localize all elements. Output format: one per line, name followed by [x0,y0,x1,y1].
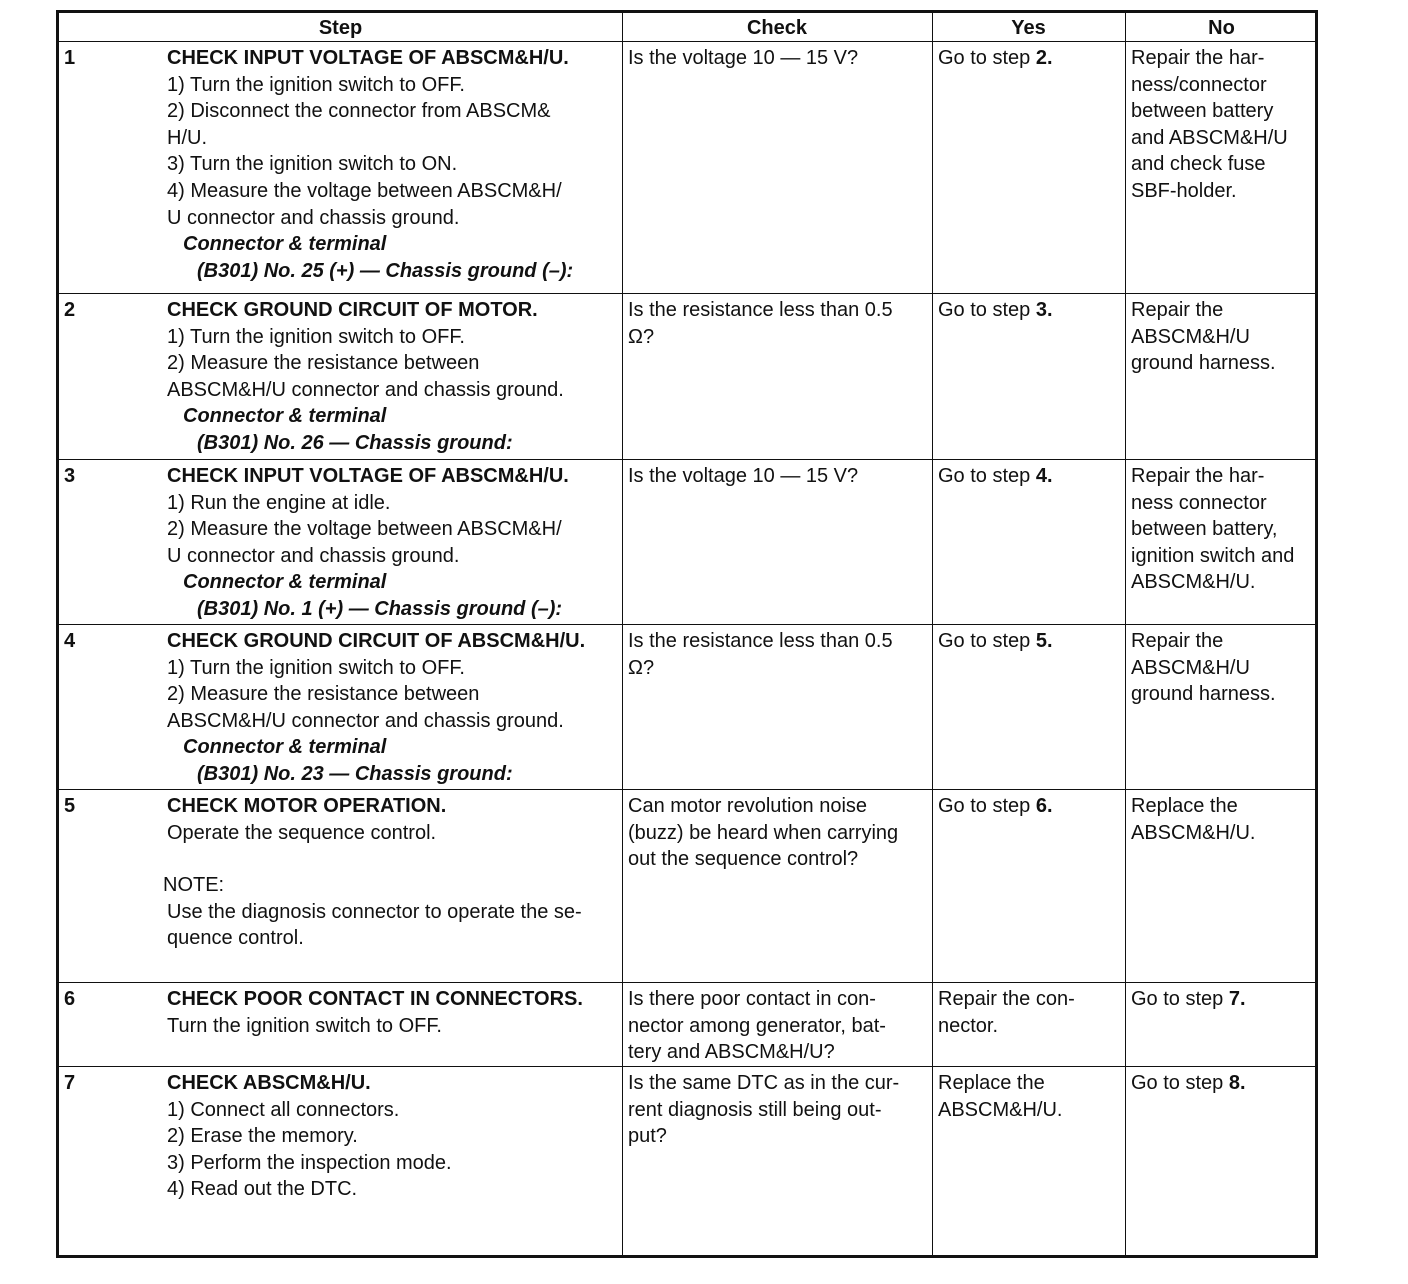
check-line: Is the same DTC as in the cur- [628,1072,900,1094]
step-title: CHECK MOTOR OPERATION. [167,795,447,817]
no-line: and ABSCM&H/U [1131,126,1288,149]
no-line: ness/connector [1131,73,1267,96]
check-content [628,1070,899,1150]
step-instruction: 2) Measure the resistance between [167,352,480,375]
goto-step: 2. [1035,47,1053,69]
row-divider [59,293,1315,294]
check-line: Can motor revolution noise [628,795,868,817]
goto-step: 6. [1035,795,1053,817]
step-content [167,463,569,623]
check-content [628,45,858,72]
step-title: CHECK ABSCM&H/U. [167,1072,371,1094]
step-number: 6 [64,988,76,1010]
header-check: Check [746,17,808,39]
yes-content [938,986,1075,1039]
header-step: Step [318,17,363,39]
check-line: rent diagnosis still being out- [628,1098,882,1121]
check-line: out the sequence control? [628,848,859,871]
no-line: between battery [1131,100,1274,123]
step-instruction: 4) Measure the voltage between ABSCM&H/ [167,179,562,202]
step-instruction: 1) Connect all connectors. [167,1098,400,1121]
no-line: ABSCM&H/U. [1131,571,1256,594]
goto-text: Go to step [938,299,1036,321]
column-divider [1125,13,1126,1255]
step-instruction: 2) Erase the memory. [167,1125,358,1148]
check-content [628,628,893,681]
connector-terminal: (B301) No. 1 (+) — Chassis ground (–): [197,597,563,620]
header-no: No [1208,17,1235,39]
no-line: ABSCM&H/U. [1131,821,1256,844]
step-instruction: 1) Turn the ignition switch to OFF. [167,656,465,679]
note-text: Use the diagnosis connector to operate the se- [167,900,582,923]
no-content [1131,793,1255,846]
no-content [1131,1070,1246,1097]
goto-text: Go to step [1131,1072,1229,1094]
column-divider [932,13,933,1255]
goto-step: 7. [1228,988,1246,1010]
no-content [1131,986,1246,1013]
row-divider [59,982,1315,983]
yes-content [938,628,1053,655]
connector-label: Connector & terminal [183,233,387,256]
check-line: Is the voltage 10 — 15 V? [628,47,859,69]
step-title: CHECK INPUT VOLTAGE OF ABSCM&H/U. [167,47,569,69]
step-number: 3 [64,465,76,487]
step-instruction: ABSCM&H/U connector and chassis ground. [167,378,564,401]
yes-content [938,297,1053,324]
check-line: Is there poor contact in con- [628,988,876,1010]
no-line: Repair the har- [1131,47,1265,69]
no-line: ness connector [1131,491,1267,514]
step-instruction: 1) Turn the ignition switch to OFF. [167,325,465,348]
column-divider [622,13,623,1255]
no-line: Repair the har- [1131,465,1265,487]
yes-goto [938,45,1053,72]
step-instruction: H/U. [167,126,207,149]
row-divider [59,459,1315,460]
no-line: ground harness. [1131,683,1276,706]
goto-text: Go to step [938,630,1036,652]
check-line: Is the resistance less than 0.5 [628,630,893,652]
step-content [167,297,564,457]
check-line: nector among generator, bat- [628,1014,886,1037]
goto-step: 3. [1035,299,1053,321]
no-line: Repair the [1131,299,1224,321]
no-line: Repair the [1131,630,1224,652]
no-line: ignition switch and [1131,544,1295,567]
no-goto [1131,1070,1246,1097]
goto-text: Go to step [938,47,1036,69]
step-instruction: 1) Turn the ignition switch to OFF. [167,73,465,96]
no-content [1131,463,1294,596]
check-line: put? [628,1125,667,1148]
no-goto [1131,986,1246,1013]
connector-label: Connector & terminal [183,571,387,594]
check-content [628,793,898,873]
step-instruction: 3) Perform the inspection mode. [167,1151,452,1174]
step-number: 2 [64,299,76,321]
step-instruction: ABSCM&H/U connector and chassis ground. [167,709,564,732]
goto-step: 5. [1035,630,1053,652]
step-content [167,1070,452,1203]
step-instruction: 1) Run the engine at idle. [167,491,391,514]
no-content [1131,628,1276,708]
no-line: between battery, [1131,518,1278,541]
row-divider [59,1066,1315,1067]
goto-text: Go to step [938,795,1036,817]
step-content [167,45,573,284]
step-instruction: 2) Measure the voltage between ABSCM&H/ [167,518,562,541]
no-line: ABSCM&H/U [1131,325,1250,348]
step-title: CHECK GROUND CIRCUIT OF ABSCM&H/U. [167,630,586,652]
step-instruction: U connector and chassis ground. [167,544,460,567]
connector-terminal: (B301) No. 23 — Chassis ground: [197,762,513,785]
check-content [628,463,858,490]
row-divider [59,41,1315,42]
note-label: NOTE: [163,874,225,897]
step-content [167,628,585,788]
spacer [167,846,582,872]
check-content [628,986,886,1066]
step-content [167,986,583,1039]
row-divider [59,624,1315,625]
check-line: Ω? [628,656,655,679]
step-number: 4 [64,630,76,652]
row-divider [59,789,1315,790]
no-line: ABSCM&H/U [1131,656,1250,679]
yes-line: ABSCM&H/U. [938,1098,1063,1121]
no-line: and check fuse [1131,153,1266,176]
connector-terminal: (B301) No. 26 — Chassis ground: [197,431,513,454]
step-instruction: 2) Measure the resistance between [167,683,480,706]
connector-label: Connector & terminal [183,736,387,759]
yes-goto [938,297,1053,324]
step-instruction: U connector and chassis ground. [167,206,460,229]
goto-text: Go to step [938,465,1036,487]
goto-step: 4. [1035,465,1053,487]
note-text: quence control. [167,927,304,950]
check-line: Is the voltage 10 — 15 V? [628,465,859,487]
step-instruction: Operate the sequence control. [167,821,437,844]
step-content [163,793,582,952]
check-line: (buzz) be heard when carrying [628,821,899,844]
step-title: CHECK GROUND CIRCUIT OF MOTOR. [167,299,538,321]
check-content [628,297,893,350]
yes-content [938,463,1053,490]
step-instruction: 4) Read out the DTC. [167,1178,358,1201]
diagnostic-table [56,10,1318,1258]
step-instruction: 2) Disconnect the connector from ABSCM& [167,100,551,123]
step-number: 5 [64,795,76,817]
check-line: Ω? [628,325,655,348]
yes-content [938,1070,1062,1123]
step-title: CHECK INPUT VOLTAGE OF ABSCM&H/U. [167,465,569,487]
step-number: 7 [64,1072,76,1094]
connector-label: Connector & terminal [183,405,387,428]
step-instruction: 3) Turn the ignition switch to ON. [167,153,458,176]
no-content [1131,45,1288,205]
no-line: SBF-holder. [1131,179,1237,202]
yes-goto [938,628,1053,655]
check-line: Is the resistance less than 0.5 [628,299,893,321]
yes-goto [938,463,1053,490]
connector-terminal: (B301) No. 25 (+) — Chassis ground (–): [197,259,574,282]
yes-content [938,45,1053,72]
no-line: ground harness. [1131,352,1276,375]
yes-content [938,793,1053,820]
check-line: tery and ABSCM&H/U? [628,1041,835,1064]
yes-line: Repair the con- [938,988,1075,1010]
no-line: Replace the [1131,795,1238,817]
goto-step: 8. [1228,1072,1246,1094]
step-instruction: Turn the ignition switch to OFF. [167,1014,442,1037]
step-number: 1 [64,47,76,69]
step-title: CHECK POOR CONTACT IN CONNECTORS. [167,988,583,1010]
yes-line: nector. [938,1014,999,1037]
header-yes: Yes [1011,17,1046,39]
yes-line: Replace the [938,1072,1045,1094]
no-content [1131,297,1276,377]
yes-goto [938,793,1053,820]
goto-text: Go to step [1131,988,1229,1010]
